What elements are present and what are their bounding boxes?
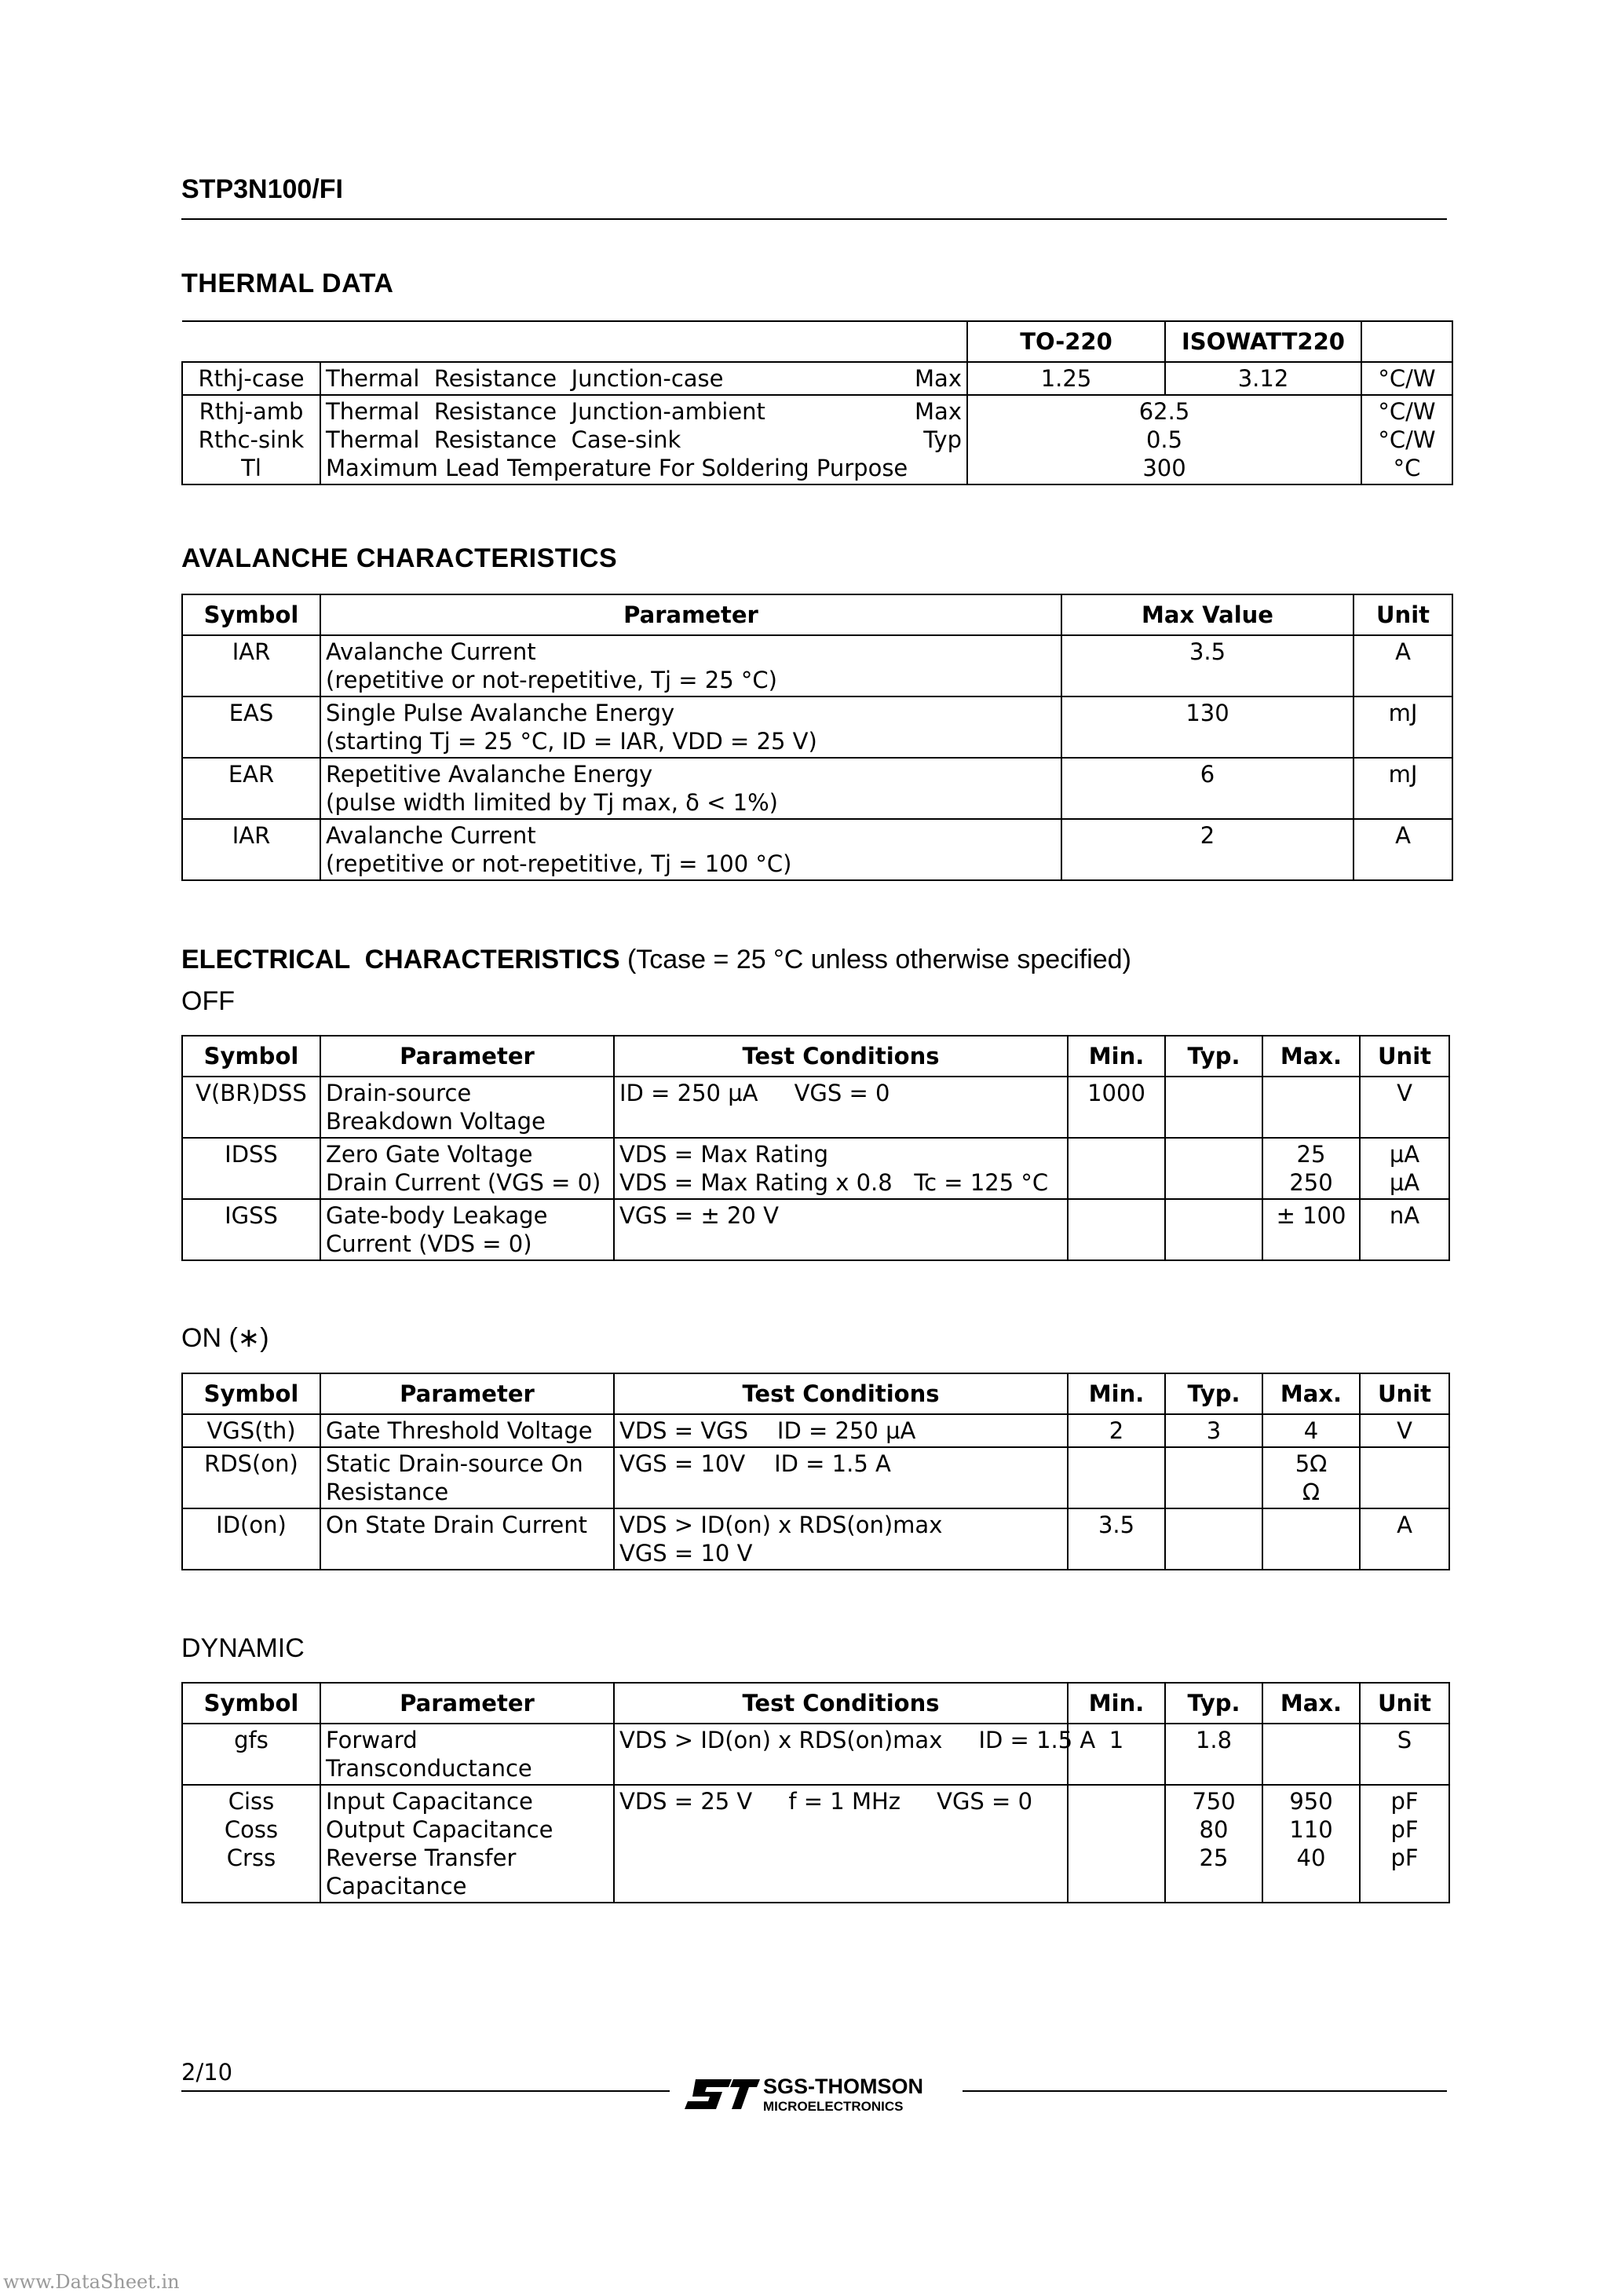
value-text: 62.5 <box>1138 398 1190 425</box>
header-symbol: Symbol <box>182 1373 320 1414</box>
header-unit: Unit <box>1360 1036 1449 1077</box>
thermal-row-group <box>182 395 1452 484</box>
test-condition-line: VDS = Max Rating <box>619 1141 828 1168</box>
parameter-line: Forward <box>326 1727 418 1753</box>
parameter-line: Breakdown Voltage <box>326 1108 546 1135</box>
off-label: OFF <box>181 986 235 1016</box>
test-condition-cell <box>614 1508 1068 1570</box>
unit-line: A <box>1397 1512 1412 1538</box>
parameter-line: Output Capacitance <box>326 1816 553 1843</box>
header-typ: Typ. <box>1165 1683 1262 1724</box>
parameter-line: On State Drain Current <box>326 1512 588 1538</box>
parameter-line: (repetitive or not-repetitive, Tj = 100 °C) <box>326 850 792 877</box>
unit-cell: mJ <box>1353 696 1452 758</box>
max-cell <box>1262 1724 1360 1785</box>
symbol-cell: ID(on) <box>182 1508 320 1570</box>
unit-cell <box>1360 1508 1449 1570</box>
symbol-text: EAS <box>228 700 274 726</box>
parameter-line: Avalanche Current <box>326 638 536 665</box>
unit-cell <box>1360 1447 1449 1508</box>
shared-value-cell <box>967 395 1361 484</box>
header-typ: Typ. <box>1165 1373 1262 1414</box>
min-cell <box>1068 1785 1165 1903</box>
thermal-data-title: THERMAL DATA <box>181 269 394 298</box>
electrical-row <box>182 1199 1449 1260</box>
watermark: www.DataSheet.in <box>3 2271 180 2293</box>
header-parameter: Parameter <box>320 1373 614 1414</box>
off-table <box>181 1035 1450 1261</box>
header-symbol: Symbol <box>182 1683 320 1724</box>
parameter-cell <box>320 1447 614 1508</box>
symbol-cell <box>182 395 320 484</box>
parameter-text: Maximum Lead Temperature For Soldering Purpose <box>326 455 908 481</box>
min-cell <box>1068 1508 1165 1570</box>
electrical-header-row <box>182 1036 1449 1077</box>
header-min: Min. <box>1068 1683 1165 1724</box>
header-max: Max. <box>1262 1036 1360 1077</box>
parameter-line: (pulse width limited by Tj max, δ < 1%) <box>326 789 778 816</box>
max-value-cell: 2 <box>1061 819 1353 880</box>
parameter-cell <box>320 1138 614 1199</box>
parameter-cell <box>320 635 1061 696</box>
typ-cell <box>1165 1508 1262 1570</box>
sgs-thomson-logo <box>681 2073 948 2115</box>
symbol-text: IAR <box>232 822 271 849</box>
thermal-row-rthj-case <box>182 362 1452 395</box>
parameter-text: Thermal Resistance Junction-case <box>326 365 724 392</box>
symbol-text: EAR <box>228 761 275 788</box>
electrical-row <box>182 1077 1449 1138</box>
unit-cell <box>1361 395 1452 484</box>
unit-cell <box>1360 1138 1449 1199</box>
part-number-title: STP3N100/FI <box>181 174 343 204</box>
avalanche-title: AVALANCHE CHARACTERISTICS <box>181 543 618 573</box>
min-cell <box>1068 1077 1165 1138</box>
parameter-cell <box>320 362 967 395</box>
min-line: 3.5 <box>1098 1512 1135 1538</box>
test-condition-line: VDS = 25 V f = 1 MHz VGS = 0 <box>619 1788 1033 1815</box>
header-max: Max. <box>1262 1373 1360 1414</box>
header-test: Test Conditions <box>614 1683 1068 1724</box>
header-max-value: Max Value <box>1061 594 1353 635</box>
test-condition-line: VGS = 10 V <box>619 1540 753 1567</box>
parameter-cell <box>320 696 1061 758</box>
on-table <box>181 1373 1450 1570</box>
typ-cell <box>1165 1199 1262 1260</box>
parameter-cell <box>320 395 967 484</box>
symbol-cell <box>182 758 320 819</box>
electrical-row <box>182 1447 1449 1508</box>
value-text: 0.5 <box>1145 426 1183 453</box>
header-symbol: Symbol <box>182 594 320 635</box>
parameter-line: Reverse Transfer <box>326 1844 517 1871</box>
header-typ: Typ. <box>1165 1036 1262 1077</box>
max-value-cell: 6 <box>1061 758 1353 819</box>
typ-cell <box>1165 1138 1262 1199</box>
typ-cell <box>1165 1447 1262 1508</box>
unit-cell <box>1360 1785 1449 1903</box>
symbol-cell <box>182 819 320 880</box>
parameter-cell <box>320 1508 614 1570</box>
typ-line: 25 <box>1199 1844 1229 1871</box>
max-line: 5Ω <box>1295 1450 1328 1477</box>
unit-text: °C/W <box>1378 426 1436 453</box>
electrical-condition: (Tcase = 25 °C unless otherwise specified) <box>627 945 1131 974</box>
test-condition-cell <box>614 1724 1096 1785</box>
min-cell <box>1068 1138 1165 1199</box>
max-cell <box>1262 1199 1360 1260</box>
parameter-cell <box>320 819 1061 880</box>
header-rule <box>181 218 1447 220</box>
electrical-row <box>182 1785 1449 1903</box>
max-line: 25 <box>1296 1141 1326 1168</box>
typ-cell <box>1165 1724 1262 1785</box>
min-cell <box>1068 1414 1165 1447</box>
unit-line: µA <box>1389 1169 1420 1196</box>
parameter-line: (starting Tj = 25 °C, ID = IAR, VDD = 25 V) <box>326 728 817 755</box>
parameter-line: Drain-source <box>326 1080 472 1106</box>
max-line: 110 <box>1289 1816 1333 1843</box>
electrical-row <box>182 1724 1449 1785</box>
electrical-title: ELECTRICAL CHARACTERISTICS <box>181 945 620 974</box>
header-parameter: Parameter <box>320 594 1061 635</box>
electrical-row <box>182 1508 1449 1570</box>
symbol-text: IAR <box>232 638 271 665</box>
symbol-text: Rthj-case <box>198 365 305 392</box>
parameter-line: Gate Threshold Voltage <box>326 1417 593 1444</box>
unit-cell: A <box>1353 819 1452 880</box>
parameter-line: Gate-body Leakage <box>326 1202 548 1229</box>
qualifier-text: Max <box>915 398 962 425</box>
unit-cell: °C/W <box>1361 362 1452 395</box>
electrical-header-row <box>182 1683 1449 1724</box>
symbol-text: Tl <box>241 455 261 481</box>
electrical-heading <box>181 945 1131 975</box>
test-condition-cell <box>614 1077 1068 1138</box>
thermal-header-row <box>182 321 1452 362</box>
parameter-line: Capacitance <box>326 1873 467 1899</box>
max-value-cell: 130 <box>1061 696 1353 758</box>
electrical-header-row <box>182 1373 1449 1414</box>
unit-cell <box>1360 1414 1449 1447</box>
on-label: ON (∗) <box>181 1323 269 1353</box>
unit-line: pF <box>1390 1844 1419 1871</box>
logo-line1: SGS-THOMSON <box>763 2075 924 2098</box>
min-cell <box>1068 1447 1165 1508</box>
test-condition-cell <box>614 1414 1068 1447</box>
header-max: Max. <box>1262 1683 1360 1724</box>
qualifier-text: Typ <box>923 426 962 453</box>
test-condition-line: ID = 250 µA VGS = 0 <box>619 1080 890 1106</box>
header-min: Min. <box>1068 1036 1165 1077</box>
electrical-row <box>182 1138 1449 1199</box>
avalanche-body <box>182 635 1452 880</box>
symbol-text: Rthc-sink <box>198 426 305 453</box>
parameter-line: Transconductance <box>326 1755 532 1782</box>
max-value-cell: 3.5 <box>1061 635 1353 696</box>
parameter-cell <box>320 1077 614 1138</box>
symbol-cell: V(BR)DSS <box>182 1077 320 1138</box>
max-cell <box>1262 1138 1360 1199</box>
unit-line: pF <box>1390 1816 1419 1843</box>
symbol-cell: Ciss Coss Crss <box>182 1785 320 1903</box>
header-parameter: Parameter <box>320 1683 614 1724</box>
footer-rule-right <box>963 2090 1447 2092</box>
qualifier-text: Max <box>915 365 962 392</box>
unit-line: pF <box>1390 1788 1419 1815</box>
symbol-cell: IGSS <box>182 1199 320 1260</box>
parameter-line: Resistance <box>326 1479 449 1505</box>
symbol-cell <box>182 635 320 696</box>
test-condition-line: VDS > ID(on) x RDS(on)max <box>619 1512 943 1538</box>
parameter-cell <box>320 1414 614 1447</box>
min-line: 1 <box>1109 1727 1124 1753</box>
footer-rule-left <box>181 2090 670 2092</box>
avalanche-row <box>182 758 1452 819</box>
parameter-cell <box>320 1785 614 1903</box>
max-cell <box>1262 1785 1360 1903</box>
min-line: 1000 <box>1087 1080 1145 1106</box>
unit-line: µA <box>1389 1141 1420 1168</box>
unit-cell <box>1360 1199 1449 1260</box>
unit-line: S <box>1397 1727 1412 1753</box>
symbol-cell: IDSS <box>182 1138 320 1199</box>
typ-cell <box>1165 1077 1262 1138</box>
max-line: 40 <box>1296 1844 1326 1871</box>
unit-cell: mJ <box>1353 758 1452 819</box>
max-line: Ω <box>1302 1479 1321 1505</box>
parameter-line: Avalanche Current <box>326 822 536 849</box>
symbol-cell: RDS(on) <box>182 1447 320 1508</box>
parameter-line: Zero Gate Voltage <box>326 1141 533 1168</box>
header-test: Test Conditions <box>614 1373 1068 1414</box>
typ-line: 3 <box>1206 1417 1222 1444</box>
symbol-text: Rthj-amb <box>199 398 304 425</box>
max-line: 950 <box>1289 1788 1333 1815</box>
unit-text: °C/W <box>1378 398 1436 425</box>
header-symbol: Symbol <box>182 1036 320 1077</box>
max-line: 250 <box>1289 1169 1333 1196</box>
unit-cell: A <box>1353 635 1452 696</box>
header-parameter: Parameter <box>320 1036 614 1077</box>
to220-value: 1.25 <box>967 362 1165 395</box>
parameter-line: Static Drain-source On <box>326 1450 583 1477</box>
avalanche-row <box>182 696 1452 758</box>
max-cell <box>1262 1414 1360 1447</box>
thermal-data-table <box>181 320 1453 485</box>
test-condition-line: VGS = ± 20 V <box>619 1202 779 1229</box>
logo-line2: MICROELECTRONICS <box>763 2099 904 2114</box>
avalanche-row <box>182 635 1452 696</box>
header-unit: Unit <box>1360 1683 1449 1724</box>
parameter-line: Current (VDS = 0) <box>326 1230 532 1257</box>
max-cell <box>1262 1508 1360 1570</box>
min-line: 2 <box>1109 1417 1124 1444</box>
parameter-line: (repetitive or not-repetitive, Tj = 25 °C) <box>326 667 777 693</box>
avalanche-table <box>181 594 1453 881</box>
unit-cell <box>1360 1724 1449 1785</box>
min-cell <box>1068 1199 1165 1260</box>
header-test: Test Conditions <box>614 1036 1068 1077</box>
typ-line: 750 <box>1192 1788 1236 1815</box>
symbol-cell: VGS(th) <box>182 1414 320 1447</box>
typ-cell <box>1165 1785 1262 1903</box>
unit-text: °C <box>1393 455 1421 481</box>
test-condition-cell <box>614 1138 1068 1199</box>
test-condition-line: VGS = 10V ID = 1.5 A <box>619 1450 891 1477</box>
parameter-text: Thermal Resistance Junction-ambient <box>326 398 765 425</box>
header-unit: Unit <box>1360 1373 1449 1414</box>
symbol-cell <box>182 362 320 395</box>
test-condition-line: VDS = VGS ID = 250 µA <box>619 1417 916 1444</box>
isowatt-value: 3.12 <box>1165 362 1361 395</box>
col-to220: TO-220 <box>967 321 1165 362</box>
value-text: 300 <box>1142 455 1186 481</box>
col-unit-blank <box>1361 321 1452 362</box>
parameter-text: Thermal Resistance Case-sink <box>326 426 681 453</box>
dynamic-table <box>181 1682 1450 1903</box>
max-cell <box>1262 1447 1360 1508</box>
max-line: 4 <box>1303 1417 1319 1444</box>
parameter-line: Input Capacitance <box>326 1788 533 1815</box>
max-line: ± 100 <box>1276 1202 1346 1229</box>
parameter-line: Single Pulse Avalanche Energy <box>326 700 675 726</box>
typ-line: 1.8 <box>1195 1727 1233 1753</box>
symbol-cell <box>182 696 320 758</box>
symbol-cell: gfs <box>182 1724 320 1785</box>
test-condition-line: VDS > ID(on) x RDS(on)max ID = 1.5 A <box>619 1727 1096 1753</box>
header-min: Min. <box>1068 1373 1165 1414</box>
unit-cell <box>1360 1077 1449 1138</box>
parameter-cell <box>320 758 1061 819</box>
max-cell <box>1262 1077 1360 1138</box>
unit-line: V <box>1397 1417 1412 1444</box>
parameter-line: Drain Current (VGS = 0) <box>326 1169 601 1196</box>
unit-line: V <box>1397 1080 1412 1106</box>
header-unit: Unit <box>1353 594 1452 635</box>
col-isowatt220: ISOWATT220 <box>1165 321 1361 362</box>
typ-line: 80 <box>1199 1816 1229 1843</box>
parameter-line: Repetitive Avalanche Energy <box>326 761 653 788</box>
test-condition-cell <box>614 1785 1068 1903</box>
test-condition-cell <box>614 1447 1068 1508</box>
test-condition-line: VDS = Max Rating x 0.8 Tc = 125 °C <box>619 1169 1049 1196</box>
parameter-cell <box>320 1199 614 1260</box>
page-number: 2/10 <box>181 2059 233 2086</box>
unit-line: nA <box>1389 1202 1420 1229</box>
typ-cell <box>1165 1414 1262 1447</box>
electrical-row <box>182 1414 1449 1447</box>
st-logo-icon <box>681 2073 948 2115</box>
avalanche-row <box>182 819 1452 880</box>
parameter-cell <box>320 1724 614 1785</box>
dynamic-label: DYNAMIC <box>181 1633 305 1663</box>
test-condition-cell <box>614 1199 1068 1260</box>
avalanche-header-row <box>182 594 1452 635</box>
